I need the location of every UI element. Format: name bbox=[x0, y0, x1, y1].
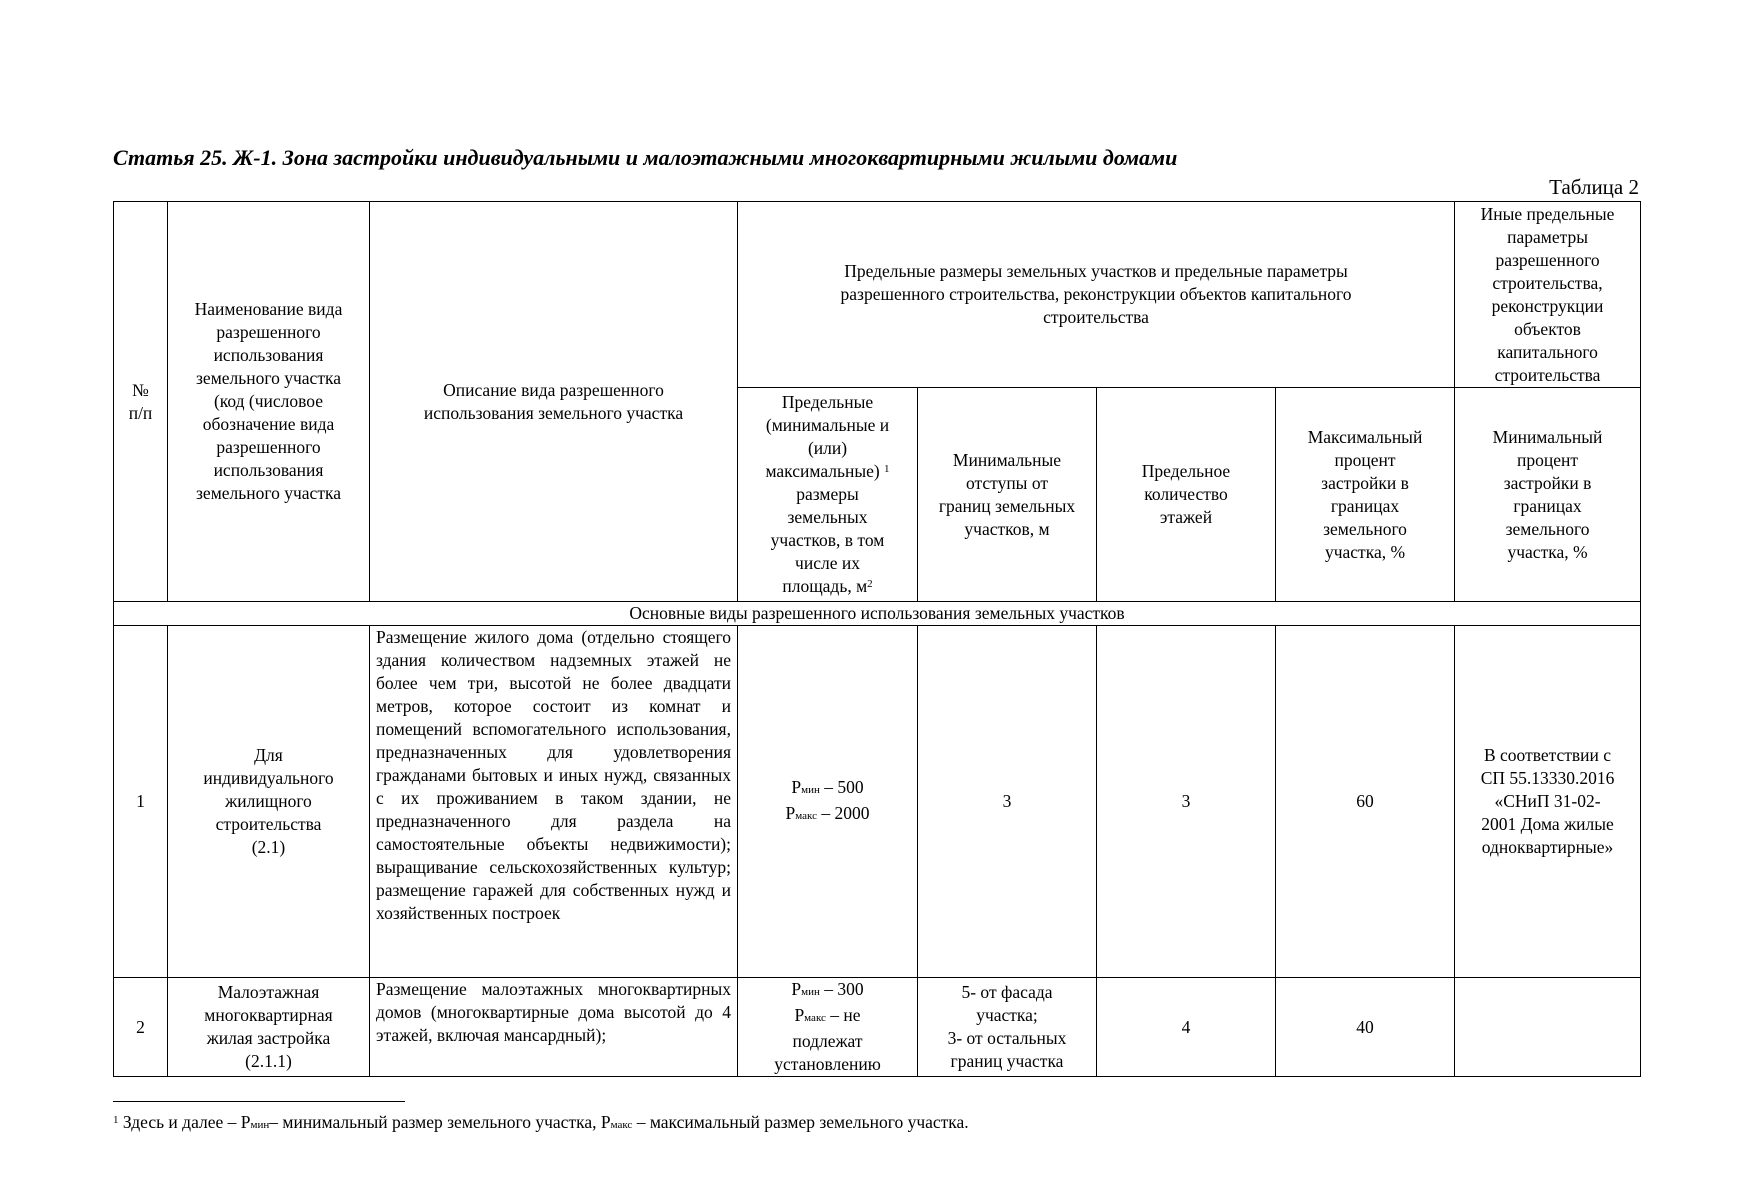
header-min-coverage-line: застройки в bbox=[1503, 472, 1592, 493]
row-other-line: 2001 Дома жилые bbox=[1481, 814, 1614, 834]
header-name-line: обозначение вида bbox=[202, 414, 335, 434]
header-name-line: использования bbox=[213, 460, 324, 480]
row-setbacks-line: 5- от фасада bbox=[961, 982, 1053, 1002]
header-floors-line: этажей bbox=[1159, 507, 1213, 527]
row-other-line: «СНиП 31-02- bbox=[1494, 791, 1601, 811]
header-other-params bbox=[1455, 202, 1641, 388]
header-limits-line: строительства bbox=[1043, 307, 1149, 327]
row-floors: 4 bbox=[1097, 978, 1276, 1077]
header-num-line: п/п bbox=[128, 402, 153, 423]
row-plot-size bbox=[738, 978, 918, 1077]
header-plot-line bbox=[744, 575, 911, 598]
header-min-coverage-line: земельного bbox=[1505, 518, 1590, 539]
header-name-line: разрешенного bbox=[216, 322, 321, 342]
header-plot-line: участков, в том bbox=[770, 530, 885, 550]
row-description: Размещение малоэтажных многоквартирных домов (многоквартирные дома высотой до 4 этажей, включая мансардный); bbox=[370, 978, 738, 1077]
plot-max-value: – не bbox=[825, 1005, 861, 1025]
plot-max-symbol: Р bbox=[794, 1005, 805, 1025]
header-row-1 bbox=[114, 202, 1641, 388]
header-plot-line: земельных bbox=[787, 507, 868, 527]
header-name-line: Наименование вида bbox=[194, 299, 343, 319]
header-other-line: капитального bbox=[1497, 341, 1598, 362]
header-name-line: разрешенного bbox=[216, 437, 321, 457]
header-setbacks-line: Минимальные bbox=[952, 449, 1062, 470]
article-heading: Статья 25. Ж-1. Зона застройки индивидуальными и малоэтажными многоквартирными жилыми домами bbox=[113, 145, 1178, 170]
plot-max-sub: макс bbox=[804, 1012, 826, 1024]
row-name-line: индивидуального bbox=[203, 768, 334, 788]
header-min-coverage-line: процент bbox=[1517, 449, 1579, 470]
row-name bbox=[168, 978, 370, 1077]
footnote-ref: 1 bbox=[884, 463, 890, 475]
row-name-line: Для bbox=[254, 745, 283, 765]
plot-min-value: – 500 bbox=[819, 776, 864, 797]
header-floors-line: количество bbox=[1144, 484, 1228, 504]
row-plot-size bbox=[738, 626, 918, 978]
header-max-coverage-line: земельного bbox=[1323, 518, 1407, 539]
header-max-coverage-line: застройки в bbox=[1321, 472, 1409, 493]
header-limits-line: разрешенного строительства, реконструкции объектов капитального bbox=[840, 284, 1352, 304]
table-caption: Таблица 2 bbox=[1549, 175, 1639, 199]
header-num bbox=[114, 202, 168, 602]
row-other-line: одноквартирные» bbox=[1481, 837, 1614, 857]
header-floors bbox=[1097, 388, 1276, 602]
row-other-line: В соответствии с bbox=[1483, 745, 1612, 765]
row-setbacks-line: 3- от остальных bbox=[947, 1028, 1067, 1048]
plot-min-sub: мин bbox=[801, 783, 820, 796]
footnote-text: Здесь и далее – Р bbox=[118, 1112, 251, 1132]
header-other-line: разрешенного bbox=[1495, 249, 1600, 270]
header-plot-line: (или) bbox=[807, 438, 848, 458]
header-other-line: строительства bbox=[1494, 364, 1601, 385]
table-row bbox=[114, 626, 1641, 978]
header-description-line: использования земельного участка bbox=[423, 402, 684, 423]
row-num: 1 bbox=[114, 626, 168, 978]
footnote-rule bbox=[113, 1101, 405, 1102]
footnote-sub: мин bbox=[250, 1119, 270, 1131]
header-other-line: объектов bbox=[1514, 318, 1581, 339]
plot-min bbox=[744, 776, 911, 802]
footnote bbox=[113, 1110, 1633, 1137]
row-name-line: (2.1.1) bbox=[245, 1051, 292, 1071]
header-name-line: земельного участка bbox=[196, 368, 341, 388]
header-plot-line: Предельные bbox=[781, 392, 874, 412]
header-max-coverage-line: процент bbox=[1334, 449, 1396, 470]
footnote-text: – максимальный размер земельного участка. bbox=[632, 1112, 969, 1132]
plot-max bbox=[744, 802, 911, 828]
header-name-line: земельного участка bbox=[196, 483, 341, 503]
footnote-marker: 1 bbox=[113, 1114, 119, 1126]
section-row bbox=[114, 602, 1641, 626]
row-max-coverage: 60 bbox=[1276, 626, 1455, 978]
header-min-coverage-line: Минимальный bbox=[1492, 426, 1603, 447]
header-plot-line: числе их bbox=[795, 553, 860, 573]
land-use-table bbox=[113, 201, 1641, 1077]
plot-min-value: – 300 bbox=[819, 979, 864, 999]
table-row bbox=[114, 978, 1641, 1077]
plot-min-symbol: Р bbox=[791, 979, 802, 999]
row-other-line: СП 55.13330.2016 bbox=[1480, 768, 1615, 788]
header-plot-line: (минимальные и bbox=[765, 415, 890, 435]
plot-min bbox=[744, 978, 911, 1004]
header-setbacks-line: границ земельных bbox=[938, 495, 1076, 516]
plot-min-symbol: Р bbox=[791, 776, 802, 797]
row-num: 2 bbox=[114, 978, 168, 1077]
header-plot-line: размеры bbox=[796, 484, 859, 504]
header-min-coverage-line: участка, % bbox=[1507, 541, 1588, 562]
row-other bbox=[1455, 626, 1641, 978]
header-num-line: № bbox=[132, 379, 149, 400]
plot-extra-line: установлению bbox=[774, 1054, 881, 1074]
header-setbacks bbox=[918, 388, 1097, 602]
header-plot-area: площадь, м bbox=[782, 576, 868, 596]
header-other-line: параметры bbox=[1507, 226, 1588, 247]
header-plot-size bbox=[738, 388, 918, 602]
row-name bbox=[168, 626, 370, 978]
section-title: Основные виды разрешенного использования земельных участков bbox=[114, 602, 1641, 626]
header-plot-line bbox=[744, 460, 911, 483]
header-min-coverage bbox=[1455, 388, 1641, 602]
row-description: Размещение жилого дома (отдельно стоящего здания количеством надземных этажей не более чем три, высотой не более двадцати метров, которое состоит из комнат и помещений вспомогательного использования, предназначенных для удовлетворения гражданами бытовых и иных нужд, связанных с их проживанием в таком здании, не предназначенного для раздела на самостоятельные объекты недвижимости); выращивание сельскохозяйственных культур; размещение гаражей для собственных нужд и хозяйственных построек bbox=[370, 626, 738, 978]
header-description bbox=[370, 202, 738, 602]
header-other-line: строительства, bbox=[1492, 272, 1603, 293]
header-description-line: Описание вида разрешенного bbox=[443, 379, 664, 400]
row-name-line: многоквартирная bbox=[204, 1005, 333, 1025]
header-floors-line: Предельное bbox=[1141, 461, 1231, 481]
header-max-coverage-line: Максимальный bbox=[1307, 426, 1423, 447]
header-name bbox=[168, 202, 370, 602]
plot-max-value: – 2000 bbox=[816, 802, 870, 823]
header-plot-text: максимальные) bbox=[765, 461, 880, 481]
header-max-coverage-line: границах bbox=[1330, 495, 1400, 516]
header-limits-group bbox=[738, 202, 1455, 388]
plot-max-symbol: Р bbox=[785, 802, 796, 823]
row-name-line: (2.1) bbox=[251, 837, 286, 857]
header-other-line: реконструкции bbox=[1491, 295, 1604, 316]
header-max-coverage bbox=[1276, 388, 1455, 602]
row-setbacks-line: участка; bbox=[976, 1005, 1038, 1025]
header-name-line: использования bbox=[213, 345, 324, 365]
footnote-text: – минимальный размер земельного участка, Р bbox=[269, 1112, 611, 1132]
plot-extra-line: подлежат bbox=[792, 1031, 863, 1051]
plot-min-sub: мин bbox=[801, 986, 820, 998]
header-setbacks-line: отступы от bbox=[966, 472, 1048, 493]
row-setbacks-line: границ участка bbox=[950, 1051, 1064, 1071]
plot-max-sub: макс bbox=[795, 809, 817, 822]
row-setbacks: 3 bbox=[918, 626, 1097, 978]
header-max-coverage-line: участка, % bbox=[1324, 541, 1406, 562]
header-plot-area-sup: 2 bbox=[867, 578, 873, 590]
row-name-line: жилая застройка bbox=[206, 1028, 331, 1048]
row-name-line: Малоэтажная bbox=[217, 982, 320, 1002]
header-other-line: Иные предельные bbox=[1480, 203, 1615, 224]
header-name-line: (код (числовое bbox=[213, 391, 324, 411]
plot-max bbox=[744, 1004, 911, 1030]
row-max-coverage: 40 bbox=[1276, 978, 1455, 1077]
header-min-coverage-line: границах bbox=[1513, 495, 1582, 516]
row-setbacks bbox=[918, 978, 1097, 1077]
row-other bbox=[1455, 978, 1641, 1077]
footnote-sub: макс bbox=[610, 1119, 633, 1131]
header-limits-line: Предельные размеры земельных участков и предельные параметры bbox=[844, 261, 1348, 281]
row-floors: 3 bbox=[1097, 626, 1276, 978]
row-name-line: строительства bbox=[215, 814, 322, 834]
row-name-line: жилищного bbox=[225, 791, 312, 811]
header-setbacks-line: участков, м bbox=[964, 518, 1050, 539]
